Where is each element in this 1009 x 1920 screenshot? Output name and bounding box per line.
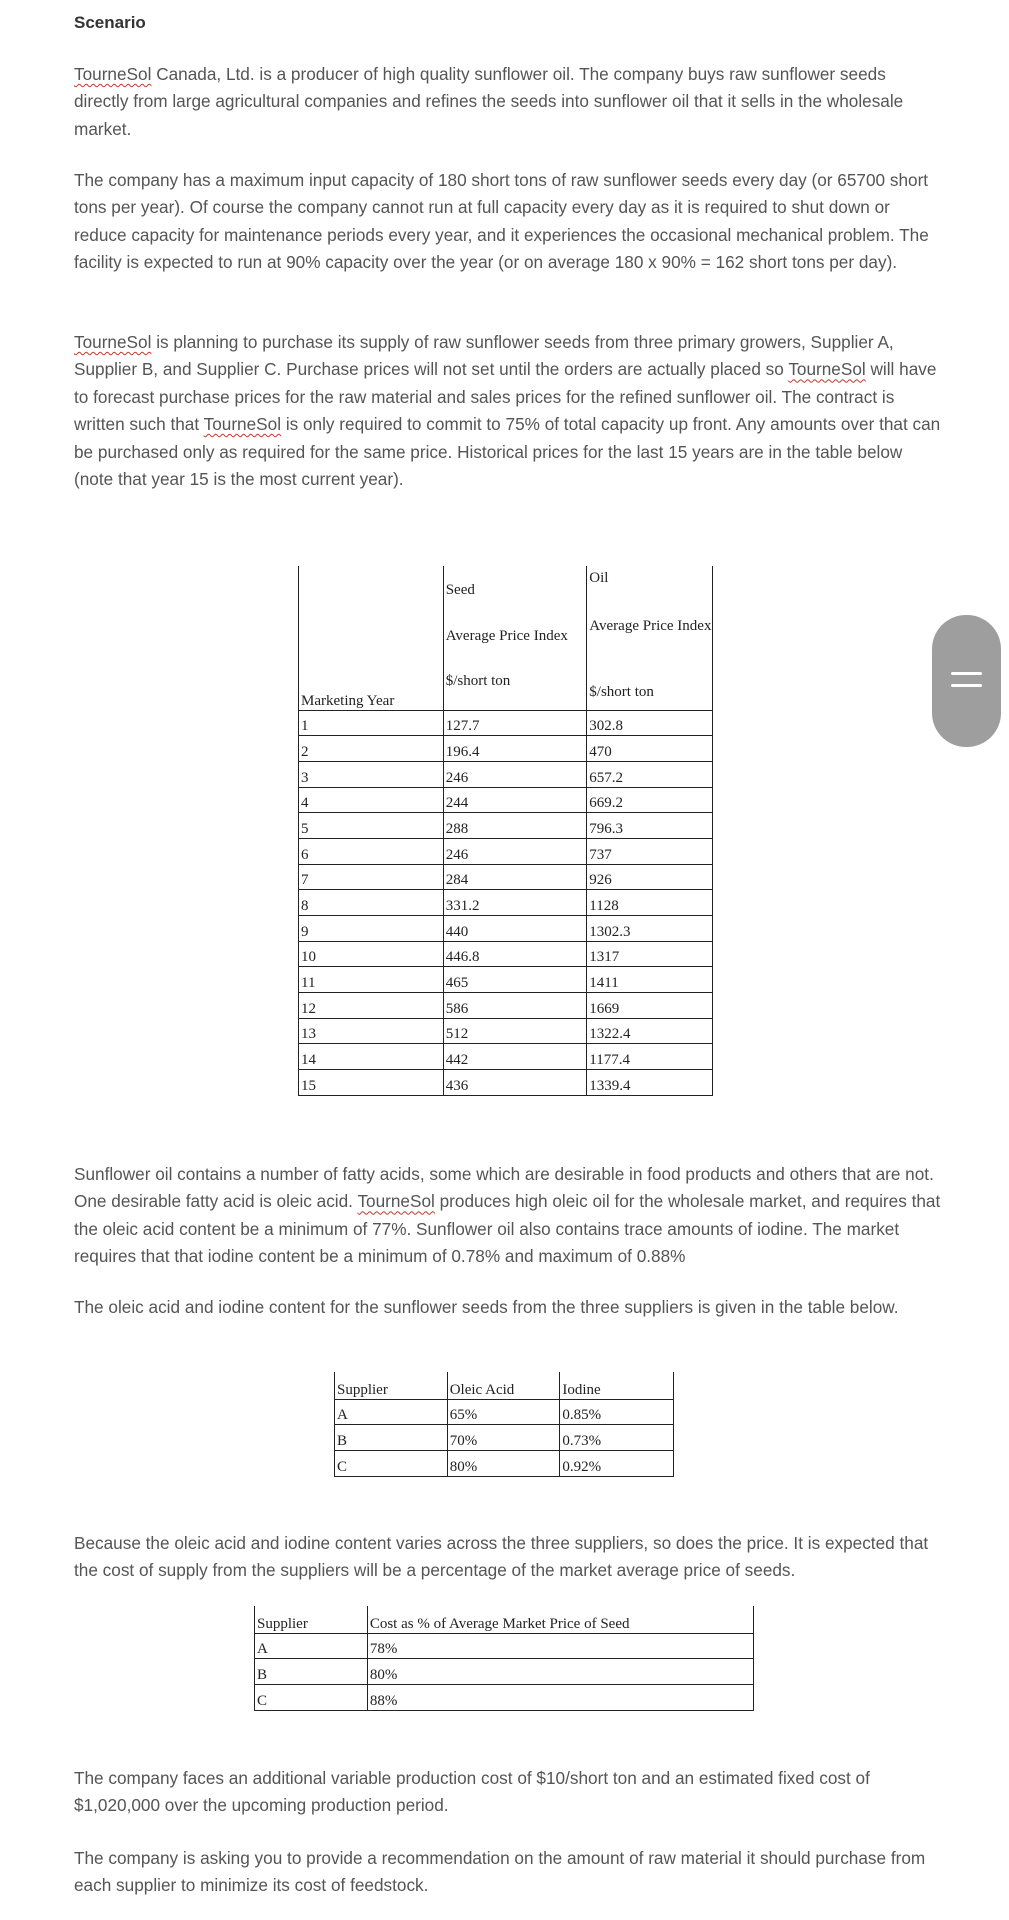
seed-header: Seed Average Price Index $/short ton xyxy=(443,566,587,710)
seed-price-cell: 284 xyxy=(443,864,587,890)
price-row xyxy=(299,890,713,916)
seed-price-cell: 442 xyxy=(443,1044,587,1070)
price-row xyxy=(299,1070,713,1096)
company-name: TourneSol xyxy=(74,64,152,84)
content-intro-paragraph: The oleic acid and iodine content for the sunflower seeds from the three suppliers is given in the table below. xyxy=(74,1297,899,1317)
year-cell: 14 xyxy=(299,1044,444,1070)
year-cell: 11 xyxy=(299,967,444,993)
oleic-paragraph: Sunflower oil contains a number of fatty acids, some which are desirable in food products and others that are not. One desirable fatty acid is oleic acid. TourneSol produces high oleic oil for the wholesale market, and requires that the oleic acid content be a minimum of 77%. Sunflower oil also contains trace amounts of iodine. The market requires that that iodine content be a minimum of 0.78% and maximum of 0.88% xyxy=(74,1164,941,1267)
cost-intro-paragraph: Because the oleic acid and iodine content varies across the three suppliers, so does the price. It is expected that the cost of supply from the suppliers will be a percentage of the market average price of seeds. xyxy=(74,1533,929,1581)
supplier-cell: A xyxy=(255,1633,368,1659)
price-row xyxy=(299,838,713,864)
supplier-cell: B xyxy=(335,1425,448,1451)
cost-percent-cell: 78% xyxy=(367,1633,753,1659)
iodine-cell: 0.92% xyxy=(560,1450,674,1476)
scroll-handle[interactable] xyxy=(932,615,1001,747)
seed-price-cell: 446.8 xyxy=(443,941,587,967)
cost-row xyxy=(255,1633,754,1659)
price-row xyxy=(299,967,713,993)
price-row xyxy=(299,941,713,967)
oil-price-cell: 1339.4 xyxy=(587,1070,713,1096)
year-cell: 13 xyxy=(299,1018,444,1044)
cost-header-supplier: Supplier xyxy=(255,1606,368,1633)
cost-percent-cell: 88% xyxy=(367,1684,753,1710)
oil-header: Oil Average Price Index $/short ton xyxy=(587,566,713,710)
seed-price-cell: 465 xyxy=(443,967,587,993)
year-cell: 3 xyxy=(299,761,444,787)
price-row xyxy=(299,787,713,813)
supplier-cost-table xyxy=(254,1606,754,1711)
seed-price-cell: 127.7 xyxy=(443,710,587,736)
year-cell: 5 xyxy=(299,813,444,839)
variable-cost-paragraph: The company faces an additional variable production cost of $10/short ton and an estimated fixed cost of $1,020,000 over the upcoming production period. xyxy=(74,1768,870,1816)
intro-paragraph: TourneSol Canada, Ltd. is a producer of high quality sunflower oil. The company buys raw sunflower seeds directly from large agricultural companies and refines the seeds into sunflower oil that it sells in the wholesale market. xyxy=(74,64,904,139)
price-history-table xyxy=(298,566,713,1096)
oil-price-cell: 1302.3 xyxy=(587,916,713,942)
page-heading: Scenario xyxy=(74,13,146,32)
year-cell: 8 xyxy=(299,890,444,916)
price-row xyxy=(299,916,713,942)
oil-price-cell: 737 xyxy=(587,838,713,864)
content-header-iodine: Iodine xyxy=(560,1372,674,1399)
year-cell: 6 xyxy=(299,838,444,864)
year-cell: 12 xyxy=(299,993,444,1019)
content-header-supplier: Supplier xyxy=(335,1372,448,1399)
year-cell: 15 xyxy=(299,1070,444,1096)
seed-price-cell: 246 xyxy=(443,761,587,787)
oil-price-cell: 470 xyxy=(587,736,713,762)
seed-price-cell: 196.4 xyxy=(443,736,587,762)
price-row xyxy=(299,710,713,736)
seed-price-cell: 288 xyxy=(443,813,587,839)
content-row xyxy=(335,1399,674,1425)
oil-price-cell: 1317 xyxy=(587,941,713,967)
iodine-cell: 0.85% xyxy=(560,1399,674,1425)
seed-price-cell: 436 xyxy=(443,1070,587,1096)
oil-price-cell: 1322.4 xyxy=(587,1018,713,1044)
oil-price-cell: 657.2 xyxy=(587,761,713,787)
supplier-cell: C xyxy=(255,1684,368,1710)
year-cell: 7 xyxy=(299,864,444,890)
oil-price-cell: 1411 xyxy=(587,967,713,993)
purchase-paragraph: TourneSol is planning to purchase its supply of raw sunflower seeds from three primary growers, Supplier A, Supplier B, and Supplier C. Purchase prices will not set until the orders are actually placed so TourneSol will have to forecast purchase prices for the raw material and sales prices for the refined sunflower oil. The contract is written such that TourneSol is only required to commit to 75% of total capacity up front. Any amounts over that can be purchased only as required for the same price. Historical prices for the last 15 years are in the table below (note that year 15 is the most current year). xyxy=(74,332,941,490)
price-row xyxy=(299,1018,713,1044)
cost-row xyxy=(255,1684,754,1710)
seed-price-cell: 440 xyxy=(443,916,587,942)
oil-price-cell: 796.3 xyxy=(587,813,713,839)
oleic-cell: 70% xyxy=(447,1425,560,1451)
supplier-cell: A xyxy=(335,1399,448,1425)
seed-price-cell: 331.2 xyxy=(443,890,587,916)
content-header-oleic: Oleic Acid xyxy=(447,1372,560,1399)
seed-price-cell: 586 xyxy=(443,993,587,1019)
oil-price-cell: 1128 xyxy=(587,890,713,916)
price-row xyxy=(299,761,713,787)
recommendation-paragraph: The company is asking you to provide a recommendation on the amount of raw material it should purchase from each supplier to minimize its cost of feedstock. xyxy=(74,1848,926,1896)
oil-price-cell: 302.8 xyxy=(587,710,713,736)
marketing-year-header: Marketing Year xyxy=(299,566,444,710)
supplier-cell: C xyxy=(335,1450,448,1476)
supplier-cell: B xyxy=(255,1659,368,1685)
oil-price-cell: 1177.4 xyxy=(587,1044,713,1070)
content-row xyxy=(335,1425,674,1451)
price-row xyxy=(299,993,713,1019)
price-row xyxy=(299,1044,713,1070)
oleic-cell: 80% xyxy=(447,1450,560,1476)
seed-price-cell: 246 xyxy=(443,838,587,864)
cost-percent-cell: 80% xyxy=(367,1659,753,1685)
content-row xyxy=(335,1450,674,1476)
year-cell: 4 xyxy=(299,787,444,813)
seed-price-cell: 512 xyxy=(443,1018,587,1044)
grip-line-icon xyxy=(951,684,982,687)
year-cell: 10 xyxy=(299,941,444,967)
supplier-content-table xyxy=(334,1372,674,1477)
oil-price-cell: 926 xyxy=(587,864,713,890)
oil-price-cell: 669.2 xyxy=(587,787,713,813)
oil-price-cell: 1669 xyxy=(587,993,713,1019)
iodine-cell: 0.73% xyxy=(560,1425,674,1451)
price-row xyxy=(299,736,713,762)
year-cell: 2 xyxy=(299,736,444,762)
price-row xyxy=(299,864,713,890)
year-cell: 9 xyxy=(299,916,444,942)
grip-line-icon xyxy=(951,672,982,675)
oleic-cell: 65% xyxy=(447,1399,560,1425)
year-cell: 1 xyxy=(299,710,444,736)
cost-header-percent: Cost as % of Average Market Price of Seed xyxy=(367,1606,753,1633)
capacity-paragraph: The company has a maximum input capacity of 180 short tons of raw sunflower seeds every day (or 65700 short tons per year). Of course the company cannot run at full capacity every day as it is required to shut down or reduce capacity for maintenance periods every year, and it experiences the occasional mechanical problem. The facility is expected to run at 90% capacity over the year (or on average 180 x 90% = 162 short tons per day). xyxy=(74,170,929,273)
price-row xyxy=(299,813,713,839)
seed-price-cell: 244 xyxy=(443,787,587,813)
cost-row xyxy=(255,1659,754,1685)
